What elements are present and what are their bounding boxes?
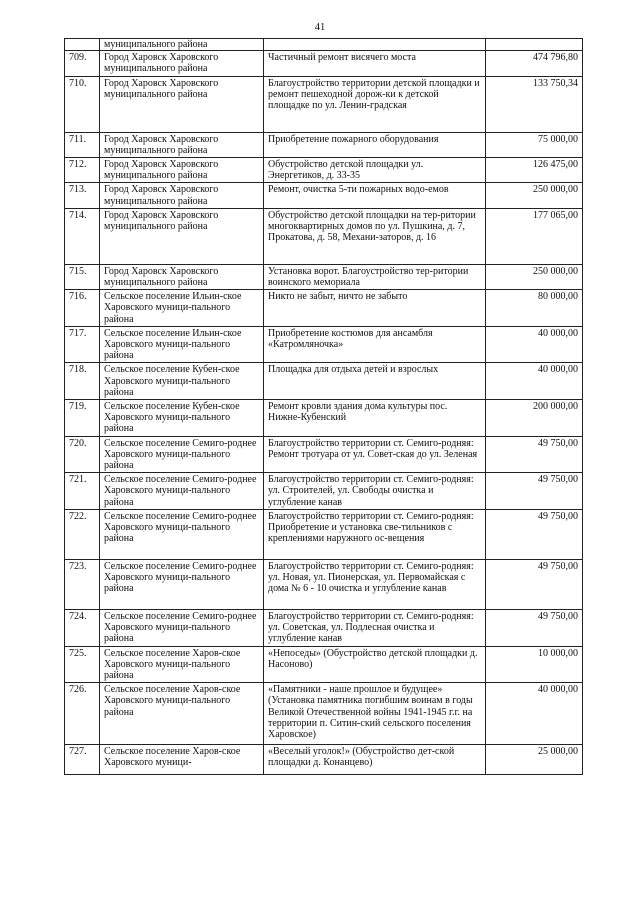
purpose-cell: «Памятники - наше прошлое и будущее» (Установка памятника погибшим воинам в годы Великой Отечественной войны 1941-1945 г.г. на территории п. Ситин-ский сельского поселения Харовское) bbox=[264, 683, 486, 745]
table-row bbox=[65, 400, 583, 437]
amount-cell: 25 000,00 bbox=[486, 745, 583, 775]
table-row bbox=[65, 208, 583, 264]
recipient-cell: Сельское поселение Семиго-роднее Харовского муници-пального района bbox=[100, 609, 264, 646]
purpose-cell bbox=[264, 39, 486, 51]
amount-cell: 40 000,00 bbox=[486, 363, 583, 400]
row-number: 727. bbox=[65, 745, 100, 775]
recipient-cell: Сельское поселение Ильин-ское Харовского муници-пального района bbox=[100, 326, 264, 363]
row-number: 712. bbox=[65, 158, 100, 183]
purpose-cell: Никто не забыт, ничто не забыто bbox=[264, 290, 486, 327]
purpose-cell: Благоустройство территории ст. Семиго-родняя: ул. Строителей, ул. Свободы очистка и углубление канав bbox=[264, 473, 486, 510]
purpose-cell: Обустройство детской площадки ул. Энергетиков, д. 33-35 bbox=[264, 158, 486, 183]
amount-cell: 10 000,00 bbox=[486, 646, 583, 683]
recipient-cell: Сельское поселение Харов-ское Харовского муници- bbox=[100, 745, 264, 775]
amount-cell: 49 750,00 bbox=[486, 609, 583, 646]
amount-cell: 250 000,00 bbox=[486, 183, 583, 208]
purpose-cell: Благоустройство территории ст. Семиго-родняя: Приобретение и установка све-тильников с креплениями наружного ос-вещения bbox=[264, 509, 486, 559]
table-body bbox=[65, 39, 583, 775]
table-row bbox=[65, 646, 583, 683]
amount-cell: 250 000,00 bbox=[486, 264, 583, 289]
row-number: 709. bbox=[65, 51, 100, 76]
row-number: 725. bbox=[65, 646, 100, 683]
recipient-cell: Сельское поселение Семиго-роднее Харовского муници-пального района bbox=[100, 559, 264, 609]
recipient-cell: Сельское поселение Семиго-роднее Харовского муници-пального района bbox=[100, 509, 264, 559]
row-number: 721. bbox=[65, 473, 100, 510]
amount-cell: 49 750,00 bbox=[486, 473, 583, 510]
row-number: 718. bbox=[65, 363, 100, 400]
budget-table bbox=[64, 38, 583, 775]
purpose-cell: Приобретение костюмов для ансамбля «Катромляночка» bbox=[264, 326, 486, 363]
amount-cell: 49 750,00 bbox=[486, 509, 583, 559]
purpose-cell: Благоустройство территории ст. Семиго-родняя: ул. Советская, ул. Подлесная очистка и углубление канав bbox=[264, 609, 486, 646]
purpose-cell: Обустройство детской площадки на тер-ритории многоквартирных домов по ул. Пушкина, д. 7, Прокатова, д. 58, Механи-заторов, д. 16 bbox=[264, 208, 486, 264]
recipient-cell: Сельское поселение Кубен-ское Харовского муници-пального района bbox=[100, 400, 264, 437]
row-number: 726. bbox=[65, 683, 100, 745]
row-number: 722. bbox=[65, 509, 100, 559]
recipient-cell: Город Харовск Харовского муниципального района bbox=[100, 76, 264, 132]
recipient-cell: Сельское поселение Кубен-ское Харовского муници-пального района bbox=[100, 363, 264, 400]
page-number: 41 bbox=[314, 22, 326, 33]
row-number: 723. bbox=[65, 559, 100, 609]
recipient-cell: Сельское поселение Семиго-роднее Харовского муници-пального района bbox=[100, 473, 264, 510]
table-row bbox=[65, 132, 583, 157]
row-number: 714. bbox=[65, 208, 100, 264]
row-number: 713. bbox=[65, 183, 100, 208]
amount-cell: 200 000,00 bbox=[486, 400, 583, 437]
row-number: 719. bbox=[65, 400, 100, 437]
purpose-cell: Площадка для отдыха детей и взрослых bbox=[264, 363, 486, 400]
recipient-cell: муниципального района bbox=[100, 39, 264, 51]
continuation-row bbox=[65, 39, 583, 51]
row-number: 711. bbox=[65, 132, 100, 157]
purpose-cell: Благоустройство территории детской площадки и ремонт пешеходной дорож-ки к детской площадке по ул. Ленин-градская bbox=[264, 76, 486, 132]
amount-cell bbox=[486, 39, 583, 51]
table-row bbox=[65, 363, 583, 400]
amount-cell: 49 750,00 bbox=[486, 559, 583, 609]
purpose-cell: Благоустройство территории ст. Семиго-родняя: Ремонт тротуара от ул. Совет-ская до ул. Зеленая bbox=[264, 436, 486, 473]
table-row bbox=[65, 609, 583, 646]
amount-cell: 80 000,00 bbox=[486, 290, 583, 327]
purpose-cell: «Веселый уголок!» (Обустройство дет-ской площадки д. Конанцево) bbox=[264, 745, 486, 775]
amount-cell: 133 750,34 bbox=[486, 76, 583, 132]
table-row bbox=[65, 683, 583, 745]
purpose-cell: Благоустройство территории ст. Семиго-родняя: ул. Новая, ул. Пионерская, ул. Первомайская с дома № 6 - 10 очистка и углубление канав bbox=[264, 559, 486, 609]
table-row bbox=[65, 264, 583, 289]
row-number: 715. bbox=[65, 264, 100, 289]
amount-cell: 474 796,80 bbox=[486, 51, 583, 76]
table-row bbox=[65, 158, 583, 183]
purpose-cell: Приобретение пожарного оборудования bbox=[264, 132, 486, 157]
recipient-cell: Город Харовск Харовского муниципального района bbox=[100, 264, 264, 289]
table-row bbox=[65, 436, 583, 473]
purpose-cell: Частичный ремонт висячего моста bbox=[264, 51, 486, 76]
amount-cell: 75 000,00 bbox=[486, 132, 583, 157]
purpose-cell: «Непоседы» (Обустройство детской площадки д. Насоново) bbox=[264, 646, 486, 683]
table-row bbox=[65, 51, 583, 76]
row-number bbox=[65, 39, 100, 51]
row-number: 724. bbox=[65, 609, 100, 646]
amount-cell: 49 750,00 bbox=[486, 436, 583, 473]
table-row bbox=[65, 76, 583, 132]
table-row bbox=[65, 183, 583, 208]
recipient-cell: Сельское поселение Харов-ское Харовского муници-пального района bbox=[100, 683, 264, 745]
purpose-cell: Ремонт, очистка 5-ти пожарных водо-емов bbox=[264, 183, 486, 208]
table-row bbox=[65, 745, 583, 775]
amount-cell: 40 000,00 bbox=[486, 326, 583, 363]
table-row bbox=[65, 509, 583, 559]
table-row bbox=[65, 290, 583, 327]
recipient-cell: Сельское поселение Ильин-ское Харовского муници-пального района bbox=[100, 290, 264, 327]
table-row bbox=[65, 473, 583, 510]
recipient-cell: Город Харовск Харовского муниципального района bbox=[100, 132, 264, 157]
recipient-cell: Город Харовск Харовского муниципального района bbox=[100, 208, 264, 264]
amount-cell: 40 000,00 bbox=[486, 683, 583, 745]
recipient-cell: Город Харовск Харовского муниципального района bbox=[100, 183, 264, 208]
row-number: 717. bbox=[65, 326, 100, 363]
recipient-cell: Город Харовск Харовского муниципального района bbox=[100, 51, 264, 76]
purpose-cell: Ремонт кровли здания дома культуры пос. Нижне-Кубенский bbox=[264, 400, 486, 437]
recipient-cell: Сельское поселение Семиго-роднее Харовского муници-пального района bbox=[100, 436, 264, 473]
row-number: 716. bbox=[65, 290, 100, 327]
purpose-cell: Установка ворот. Благоустройство тер-ритории воинского мемориала bbox=[264, 264, 486, 289]
row-number: 720. bbox=[65, 436, 100, 473]
recipient-cell: Город Харовск Харовского муниципального района bbox=[100, 158, 264, 183]
table-row bbox=[65, 559, 583, 609]
table-row bbox=[65, 326, 583, 363]
amount-cell: 126 475,00 bbox=[486, 158, 583, 183]
row-number: 710. bbox=[65, 76, 100, 132]
recipient-cell: Сельское поселение Харов-ское Харовского муници-пального района bbox=[100, 646, 264, 683]
amount-cell: 177 065,00 bbox=[486, 208, 583, 264]
